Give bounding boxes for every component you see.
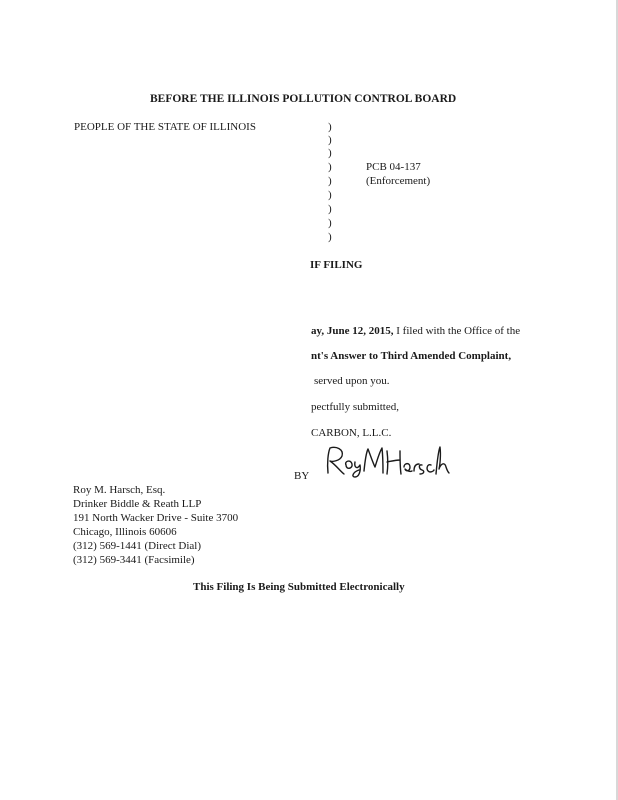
handwritten-signature bbox=[320, 443, 450, 479]
filing-date: ay, June 12, 2015, bbox=[311, 325, 394, 337]
body-line-1 bbox=[311, 325, 520, 338]
caption-paren: ) bbox=[328, 231, 332, 243]
body-line-1-rest: I filed with the Office of the bbox=[396, 325, 521, 337]
attorney-phone: (312) 569-1441 (Direct Dial) bbox=[73, 540, 201, 552]
electronic-filing-note: This Filing Is Being Submitted Electronically bbox=[193, 581, 405, 593]
attorney-name: Roy M. Harsch, Esq. bbox=[73, 484, 166, 496]
caption-paren: ) bbox=[328, 203, 332, 215]
body-line-2: nt's Answer to Third Amended Complaint, bbox=[311, 350, 512, 362]
attorney-address-2: Chicago, Illinois 60606 bbox=[73, 526, 177, 538]
caption-paren: ) bbox=[328, 134, 332, 146]
attorney-address-1: 191 North Wacker Drive - Suite 3700 bbox=[73, 512, 239, 524]
document-heading: BEFORE THE ILLINOIS POLLUTION CONTROL BOARD bbox=[150, 93, 457, 105]
case-type: (Enforcement) bbox=[366, 175, 431, 187]
caption-party: PEOPLE OF THE STATE OF ILLINOIS bbox=[74, 121, 256, 133]
caption-paren: ) bbox=[328, 189, 332, 201]
caption-paren: ) bbox=[328, 121, 332, 133]
case-number: PCB 04-137 bbox=[366, 161, 421, 173]
caption-paren: ) bbox=[328, 161, 332, 173]
body-line-5: CARBON, L.L.C. bbox=[311, 427, 392, 439]
notice-title: IF FILING bbox=[310, 259, 363, 271]
by-label: BY bbox=[294, 470, 310, 482]
caption-paren: ) bbox=[328, 147, 332, 159]
attorney-fax: (312) 569-3441 (Facsimile) bbox=[73, 554, 195, 566]
caption-paren: ) bbox=[328, 217, 332, 229]
attorney-firm: Drinker Biddle & Reath LLP bbox=[73, 498, 202, 510]
body-line-3: served upon you. bbox=[314, 375, 390, 387]
body-line-4: pectfully submitted, bbox=[311, 401, 399, 413]
caption-paren: ) bbox=[328, 175, 332, 187]
